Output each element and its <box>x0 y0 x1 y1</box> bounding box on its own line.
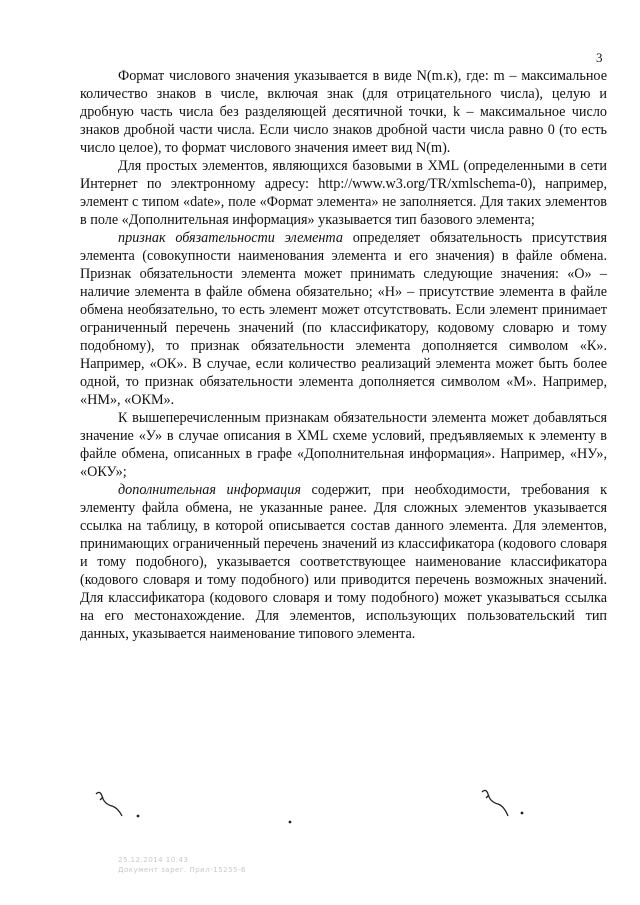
paragraph-simple-elements <box>80 157 607 229</box>
paragraph-additional-info <box>80 481 607 643</box>
paragraph-lead: дополнительная информация <box>118 482 301 498</box>
paragraph-text: определяет обязательность присутствия элемента (совокупности наименования элемента и его значения) в файле обмена. Признак обязательности элемента может принимать следующие значения: «О» – наличие элемента в файле обмена обязательно; «Н» – присутствие элемента в файле обмена необязательно, то есть элемент может отсутствовать. Если элемент принимает ограниченный перечень значений (по классификатору, кодовому словарю и тому подобному), то признак обязательности элемента дополняется символом «К». Например, «ОК». В случае, если количество реализаций элемента может быть более одной, то признак обязательности элемента дополняется символом «М». Например, «НМ», «ОКМ». <box>80 230 607 408</box>
paragraph-text: Для простых элементов, являющихся базовыми в XML (определенными в сети Интернет по электронному адресу: http://www.w3.org/TR/xmlschema-0), например, элемент с типом «date», поле «Формат элемента» не заполняется. Для таких элементов в поле «Дополнительная информация» указывается тип базового элемента; <box>80 158 607 228</box>
dot-mark <box>521 812 524 815</box>
stamp-line: 25.12.2014 10:43 <box>118 856 189 864</box>
left-signature-mark <box>96 792 122 816</box>
paragraph-text: содержит, при необходимости, требования к элементу файла обмена, не указанные ранее. Для сложных элементов указывается ссылка на таблицу, в которой описывается состав данного элемента. Для элементов, принимающих ограниченный перечень значений из классификатора (кодового словаря и тому подобного), указывается соответствующее наименование классификатора (кодового словаря и тому подобного) или приводится перечень возможных значений. Для классификатора (кодового словаря и тому подобного) может указываться ссылка на его местонахождение. Для элементов, использующих пользовательский тип данных, указывается наименование типового элемента. <box>80 482 607 642</box>
registration-stamp <box>118 855 246 875</box>
dot-mark <box>137 815 140 818</box>
paragraph-obligation-flag <box>80 229 607 409</box>
right-signature-mark <box>482 790 508 816</box>
paragraph-lead: признак обязательности элемента <box>118 230 343 246</box>
dot-mark <box>289 821 292 824</box>
paragraph-text: Формат числового значения указывается в виде N(m.к), где: m – максимальное количество знаков в числе, включая знак (для отрицательного числа), целую и дробную часть числа без разделяющей десятичной точки, k – максимальное число знаков дробной части числа. Если число знаков дробной части числа равно 0 (то есть число целое), то формат числового значения имеет вид N(m). <box>80 68 607 156</box>
paragraph-conditions <box>80 409 607 481</box>
document-body <box>80 67 607 643</box>
signature-marks <box>0 770 640 830</box>
paragraph-number-format <box>80 67 607 157</box>
stamp-line: Документ зарег. Прил-15255-6 <box>118 866 246 874</box>
page-number: 3 <box>596 50 603 65</box>
paragraph-text: К вышеперечисленным признакам обязательности элемента может добавляться значение «У» в случае описания в XML схеме условий, предъявляемых к элементу в файле обмена, описанных в графе «Дополнительная информация». Например, «НУ», «ОКУ»; <box>80 410 607 480</box>
